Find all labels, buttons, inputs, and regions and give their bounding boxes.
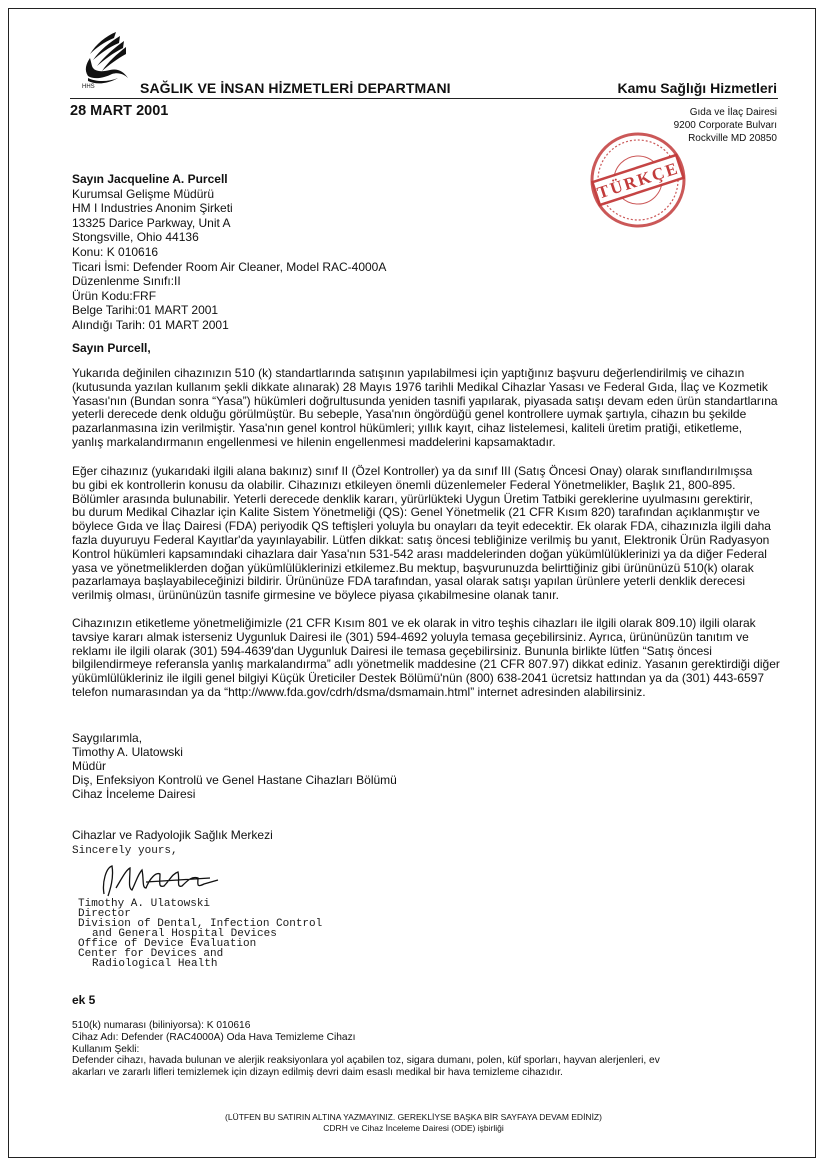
- sig-line: Division of Dental, Infection Control: [78, 918, 323, 930]
- stamp-text: TÜRKÇE: [594, 158, 682, 203]
- recipient-line: Ticari İsmi: Defender Room Air Cleaner, Model RAC-4000A: [72, 259, 387, 274]
- paragraph-line: verilmiş olması, ürününüzün tasnife girmesine ve böylece piyasa çıkabilmesine olanak tanır.: [72, 588, 559, 603]
- recipient-line: Belge Tarihi:01 MART 2001: [72, 303, 219, 318]
- recipient-line: HM I Industries Anonim Şirketi: [72, 201, 233, 216]
- paragraph-line: yasa ve yönetmeliklerden doğan yükümlülüklerinizi etkilemez.Bu mektup, başvurunuzda belirttiğiniz gibi ürününüzü 510(k) olarak: [72, 560, 754, 575]
- paragraph-line: böylece Gıda ve İlaç Dairesi (FDA) periyodik QS teftişleri yoluyla bu onayları da teyit edecektir. Ek olarak FDA, cihazınızla ilgili daha: [72, 519, 771, 534]
- agency-line: Rockville MD 20850: [688, 133, 777, 144]
- closing-block: [72, 731, 397, 801]
- page-footer: [0, 1112, 827, 1134]
- hhs-eagle-logo-icon: [78, 28, 134, 90]
- header-divider: [70, 98, 778, 99]
- agency-line: 9200 Corporate Bulvarı: [673, 120, 777, 131]
- department-name: SAĞLIK VE İNSAN HİZMETLERİ DEPARTMANI: [140, 80, 451, 96]
- letter-date: 28 MART 2001: [70, 103, 169, 119]
- paragraph-line: bu durum Medikal Cihazlar için Kalite Sistem Yönetmeliği (QS): Genel Yönetmelik (21 CFR Kısım 820) tarafından açıklanmıştır ve: [72, 505, 760, 520]
- recipient-line: 13325 Darice Parkway, Unit A: [72, 215, 231, 230]
- sig-line: Timothy A. Ulatowski: [78, 898, 211, 910]
- device-line: 510(k) numarası (biliniyorsa): K 010616: [72, 1020, 251, 1031]
- signer-division: Diş, Enfeksiyon Kontrolü ve Genel Hastane Cihazları Bölümü: [72, 773, 397, 787]
- recipient-line: Stongsville, Ohio 44136: [72, 230, 199, 245]
- handwritten-signature-icon: [86, 858, 236, 900]
- recipient-name: Sayın Jacqueline A. Purcell: [72, 172, 228, 186]
- footer-line: (LÜTFEN BU SATIRIN ALTINA YAZMAYINIZ. GEREKLİYSE BAŞKA BİR SAYFAYA DEVAM EDİNİZ): [225, 1112, 602, 1122]
- agency-line: Gıda ve İlaç Dairesi: [689, 107, 777, 118]
- salutation: Sayın Purcell,: [72, 341, 151, 355]
- enclosure-title: ek 5: [72, 993, 96, 1007]
- paragraph-line: yeterli derecede denk olduğu görülmüştür. Bu sebeple, Yasa'nın öngördüğü genel kontrollere uymak şartıyla, cihazın bu şekilde: [72, 407, 747, 422]
- sig-line: Sincerely yours,: [72, 845, 178, 857]
- paragraph-3: [72, 617, 784, 700]
- paragraph-line: reklamı ile ilgili olarak (301) 594-4639'dan Uygunluk Dairesi ile temasa geçebilirsiniz. Bununla birlikte lütfen “Satış öncesi: [72, 643, 712, 658]
- device-line: Cihaz Adı: Defender (RAC4000A) Oda Hava Temizleme Cihazı: [72, 1031, 356, 1043]
- paragraph-line: bilgilendirmeye referansla yanlış markalandırma” adlı yönetmelik maddesine (21 CFR 807.97) dikkat ediniz. Yasanın gerektirdiği diğer: [72, 657, 780, 672]
- paragraph-line: yanlış markalandırmanın engellenmesi ve hilenin engellenmesi maddelerini kapsamaktadır.: [72, 434, 556, 449]
- device-line: akarları ve zararlı lifleri temizlemek için dizayn edilmiş devri daim esaslı medikal bir hava temizleme cihazıdır.: [72, 1067, 563, 1079]
- signer-name: Timothy A. Ulatowski: [72, 745, 183, 759]
- paragraph-line: bu gibi ek kontrollerin konusu da olabilir. Cihazınızı etkileyen önemli düzenlemeler Federal Yönetmelikler, Başlık 21, 800-895.: [72, 477, 736, 492]
- device-line: Defender cihazı, havada bulunan ve alerjik reaksiyonlara yol açabilen toz, sigara dumanı, polen, küf sporları, hayvan alerjenleri, ev: [72, 1055, 660, 1067]
- signer-office: Cihaz İnceleme Dairesi: [72, 787, 196, 801]
- recipient-line: Kurumsal Gelişme Müdürü: [72, 186, 215, 201]
- paragraph-line: pazarlamaya başlayabileceğinizi bildirir. Ürününüze FDA tarafından, yasal olarak satışı yapılan ürünlere yeterli denklik derecesi: [72, 574, 746, 589]
- sig-line: Radiological Health: [92, 958, 218, 970]
- footer-line: CDRH ve Cihaz İnceleme Dairesi (ODE) işbirliği: [323, 1123, 504, 1133]
- recipient-line: Konu: K 010616: [72, 244, 159, 259]
- sig-line: Director: [78, 908, 131, 920]
- paragraph-line: (kutusunda yazılan kullanım şekli dikkate alınarak) 28 Mayıs 1976 tarihli Medikal Cihazlar Yasası ve Federal Gıda, İlaç ve Kozmetik: [72, 379, 768, 394]
- sig-line: Office of Device Evaluation: [78, 938, 257, 950]
- logo-label: HHS: [82, 84, 95, 90]
- paragraph-line: yükümlülükleriniz ile ilgili genel bilgiyi Küçük Üreticiler Destek Bölümü'nün (800) 638-2041 ücretsiz hattından ya da (301) 443-6597: [72, 671, 764, 686]
- closing-line: Saygılarımla,: [72, 731, 143, 745]
- recipient-line: Ürün Kodu:FRF: [72, 288, 157, 303]
- recipient-block: [72, 172, 386, 333]
- paragraph-line: tavsiye kararı almak isterseniz Uygunluk Dairesi ile (301) 594-4692 yoluyla temasa geçebilirsiniz. Ayrıca, ürününüzün tanıtım ve: [72, 629, 749, 644]
- signature-block: [72, 844, 342, 970]
- paragraph-line: Eğer cihazınız (yukarıdaki ilgili alana bakınız) sınıf II (Özel Kontroller) ya da sınıf III (Satış Öncesi Onay) olarak sınıflandırılmışsa: [72, 464, 753, 478]
- paragraph-2: [72, 465, 784, 603]
- agency-address: [674, 106, 777, 145]
- recipient-line: Alındığı Tarih: 01 MART 2001: [72, 317, 229, 332]
- device-info: [72, 1020, 762, 1079]
- paragraph-line: Yukarıda değinilen cihazınızın 510 (k) standartlarında satışının yapılabilmesi için yaptığınız başvuru değerlendirilmiş ve cihazın: [72, 366, 745, 380]
- service-name: Kamu Sağlığı Hizmetleri: [617, 80, 777, 96]
- center-name: Cihazlar ve Radyolojik Sağlık Merkezi: [72, 828, 273, 842]
- paragraph-line: Bölümler arasında bulunabilir. Yeterli derecede denklik kararı, yürürlükteki Uygun Üretim Tatbiki gereklerine uyulmasını gerektirir,: [72, 491, 753, 506]
- turkce-stamp-icon: [588, 130, 688, 230]
- recipient-line: Düzenlenme Sınıfı:II: [72, 274, 181, 289]
- paragraph-line: telefon numarasından ya da “http://www.fda.gov/cdrh/dsma/dsmamain.html” internet adresinden alabilirsiniz.: [72, 684, 646, 699]
- paragraph-line: Cihazınızın etiketleme yönetmeliğimizle (21 CFR Kısım 801 ve ek olarak in vitro teşhis cihazları ile ilgili olarak 809.10) ilgili olarak: [72, 616, 756, 630]
- signer-title: Müdür: [72, 759, 107, 773]
- sig-line: Center for Devices and: [78, 948, 224, 960]
- paragraph-line: fazla duyuruyu Federal Kayıtlar'da yayınlayabilir. Lütfen dikkat: satış öncesi tebliğinize verilmiş bu yanıt, Elektronik Ürün Radyasyon: [72, 532, 770, 547]
- paragraph-line: Kontrol hükümleri kapsamındaki cihazlara dair Yasa'nın 531-542 arası maddelerinden doğan yükümlülüklerinizi ya da diğer Federal: [72, 546, 767, 561]
- paragraph-line: Yasası'nın (Bundan sonra “Yasa”) hükümleri doğrultusunda yeniden tasnifi yapılarak, piyasada satışı devam eden ürün standartlarına: [72, 393, 778, 408]
- sig-line: and General Hospital Devices: [92, 928, 277, 940]
- paragraph-1: [72, 367, 784, 450]
- device-line: Kullanım Şekli:: [72, 1043, 140, 1055]
- paragraph-line: pazarlanmasına izin verilmiştir. Yasa'nın genel kontrol hükümleri; yıllık kayıt, cihaz listelemesi, kaliteli üretim pratiği, etiketleme,: [72, 421, 743, 436]
